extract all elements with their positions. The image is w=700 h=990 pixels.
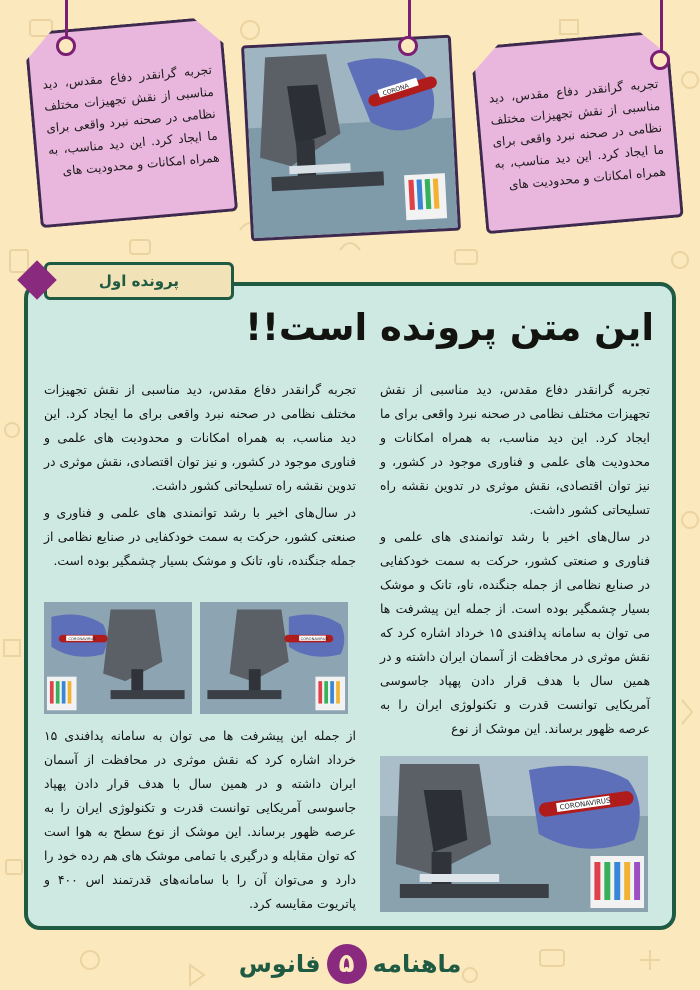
paragraph: از جمله این پیشرفت ها می توان به سامانه پدافندی ۱۵ خرداد اشاره کرد که نقش موثری در محافظت از آسمان ایران داشته و در همین سال با هدف قرار دادن پهپاد جاسوسی آمریکایی توانست قدرت و تکنولوژی ایران را به عرصه ظهور برساند. این موشک از نوع سطح به هوا است که توان مقابله و درگیری با تمامی موشک های هم رده خود را دارد و می‌توان آن را با سامانه‌های قدرتمند اس ۴۰۰ و پاتریوت مقایسه کرد. <box>44 728 356 911</box>
tag-text: تجربه گرانقدر دفاع مقدس، دید مناسبی از نقش تجهیزات مختلف نظامی در صحنه نبرد واقعی برای ما ایجاد کرد. این دید مناسب، به همراه امکانات و محدودیت های <box>41 62 221 179</box>
article-headline: این متن پرونده است!! <box>245 306 654 349</box>
paragraph: در سال‌های اخیر با رشد توانمندی های علمی و فناوری و صنعتی کشور، حرکت به سمت خودکفایی در صنایع نظامی از جمله جنگنده، ناو، تانک و موشک بسیار چشمگیر بوده است. <box>44 505 356 568</box>
magazine-footer <box>0 938 700 990</box>
paragraph: تجربه گرانقدر دفاع مقدس، دید مناسبی از نقش تجهیزات مختلف نظامی در صحنه نبرد واقعی برای ما ایجاد کرد. این دید مناسب، به همراه امکانات و محدودیت های علمی و فناوری موجود در کشور، و نیز توان اقتصادی، نقش موثری در تدوین نقشه راه تسلیحاتی کشور داشت. <box>380 382 650 517</box>
issue-number-badge: ۵ <box>327 944 367 984</box>
paragraph: در سال‌های اخیر با رشد توانمندی های علمی و فناوری و صنعتی کشور، حرکت به سمت خودکفایی در صنایع نظامی از جمله جنگنده، ناو، تانک و موشک بسیار چشمگیر بوده است. از جمله این پیشرفت ها می توان به سامانه پدافندی ۱۵ خرداد اشاره کرد که نقش موثری در محافظت از آسمان ایران داشته و در همین سال با هدف قرار دادن پهپاد جاسوسی آمریکایی توانست قدرت و تکنولوژی ایران را به عرصه ظهور برساند. این موشک از نوع <box>380 529 650 736</box>
tube-label: CORONAVIRUS <box>559 796 611 812</box>
brand-right-word: فانوس <box>238 950 321 978</box>
magazine-brand <box>0 944 700 984</box>
paragraph: تجربه گرانقدر دفاع مقدس، دید مناسبی از نقش تجهیزات مختلف نظامی در صحنه نبرد واقعی برای ما ایجاد کرد. این دید مناسب، به همراه امکانات و محدودیت های علمی و فناوری موجود در کشور، و نیز توان اقتصادی، نقش موثری در تدوین نقشه راه تسلیحاتی کشور داشت. <box>44 382 356 493</box>
article-image-small-right <box>200 602 348 714</box>
tag-ring <box>56 36 76 56</box>
tube-label: CORONAVIRUS <box>300 637 328 642</box>
article-left-column-continued <box>44 724 356 916</box>
tube-label: CORONAVIRUS <box>68 637 96 642</box>
tube-label: CORONA <box>381 82 410 98</box>
photo-frame <box>241 35 461 242</box>
article-left-column <box>44 378 356 573</box>
brand-left-word: ماهنامه <box>372 950 462 978</box>
tag-string <box>408 0 411 40</box>
microscope-photo <box>244 38 458 238</box>
tag-text: تجربه گرانقدر دفاع مقدس، دید مناسبی از نقش تجهیزات مختلف نظامی در صحنه نبرد واقعی برای ما ایجاد کرد. این دید مناسب، به همراه امکانات و محدودیت های <box>488 76 667 193</box>
article-image-large <box>380 756 648 912</box>
tag-ring <box>650 50 670 70</box>
article-right-column <box>380 378 650 741</box>
article-image-small-left <box>44 602 192 714</box>
tag-string <box>660 0 663 54</box>
tag-ring <box>398 36 418 56</box>
photo-tag-center <box>241 35 461 242</box>
section-label <box>44 262 234 300</box>
section-label-text: پرونده اول <box>98 272 180 290</box>
